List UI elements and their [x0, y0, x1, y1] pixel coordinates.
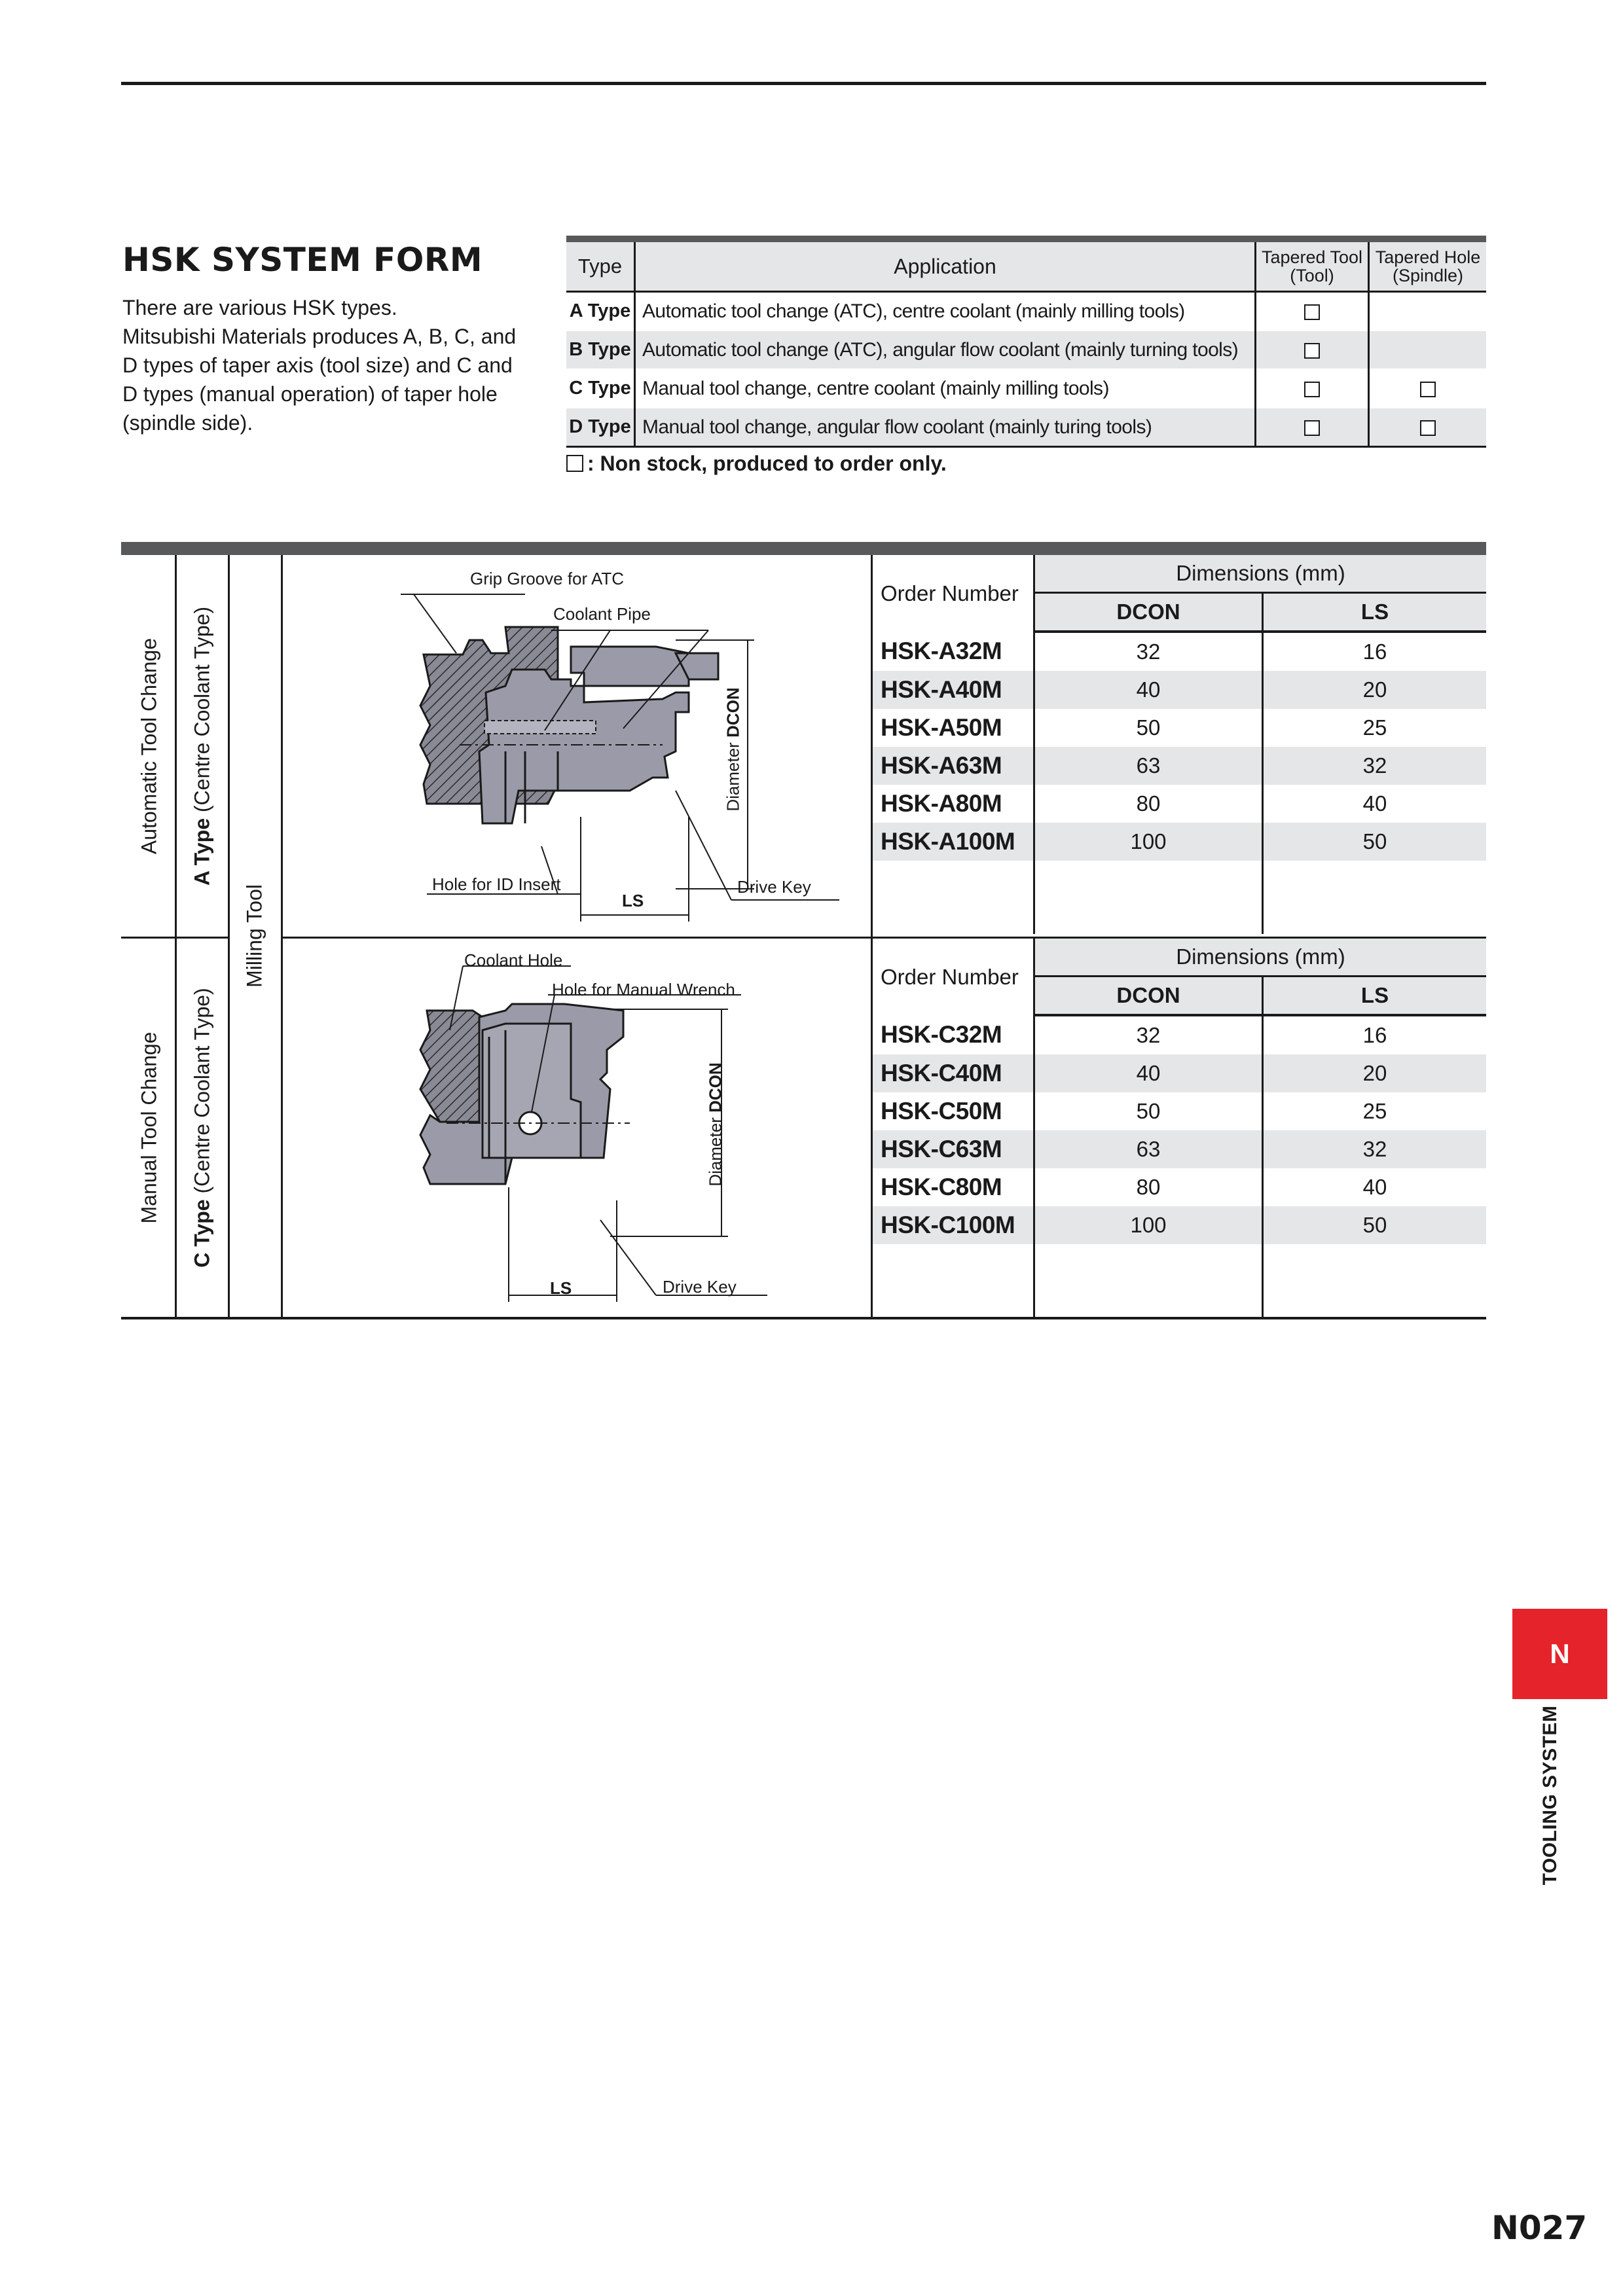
application-cell: Automatic tool change (ATC), centre coolant (mainly milling tools): [635, 292, 1256, 331]
dcon-cell: 32: [1034, 632, 1263, 671]
col-header-ls: LS: [1263, 977, 1487, 1016]
ls-cell: 40: [1362, 1175, 1387, 1199]
order-number-cell: HSK-A32M: [873, 632, 1034, 671]
empty-cell: [873, 861, 1034, 934]
ls-cell: 16: [1362, 639, 1387, 664]
empty-cell: [1034, 861, 1263, 934]
intro-paragraph: [122, 293, 541, 437]
tapered-tool-cell: [1256, 292, 1369, 331]
dcon-cell: 80: [1034, 1168, 1263, 1206]
table-row-empty: [873, 861, 1486, 934]
table-row: [873, 785, 1486, 823]
label-manual-tool-change: Manual Tool Change: [137, 1031, 161, 1224]
table-row: [873, 632, 1486, 671]
label-grip-groove: Grip Groove for ATC: [470, 569, 625, 588]
order-number-cell: HSK-C63M: [873, 1130, 1034, 1168]
checkbox-icon: [1304, 382, 1320, 397]
label-dcon: DCON: [723, 687, 743, 738]
intro-line: (spindle side).: [122, 411, 253, 435]
order-number-cell: HSK-A80M: [873, 785, 1034, 823]
ls-cell: 50: [1263, 1206, 1487, 1244]
type-cell: D Type: [566, 408, 635, 447]
col-header-tapered-tool: [1256, 239, 1369, 292]
dimensions-table-a: [873, 555, 1486, 934]
col-header-tapered-hole: [1369, 239, 1487, 292]
col-header-tapered-hole-line2: (Spindle): [1392, 266, 1464, 285]
dimensions-table-c: [873, 939, 1486, 1318]
label-milling-tool: Milling Tool: [242, 884, 266, 988]
tapered-hole-cell: [1369, 292, 1487, 331]
checkbox-icon: [1420, 420, 1436, 436]
leader-line: [600, 1220, 656, 1295]
order-number-header: Order Number: [873, 555, 1034, 632]
divider: [228, 555, 230, 1318]
section-tab-label: TOOLING SYSTEM: [1539, 1705, 1561, 1886]
ls-cell: 25: [1362, 1099, 1387, 1123]
empty-cell: [1263, 1244, 1487, 1318]
legend-text: : Non stock, produced to order only.: [587, 452, 947, 475]
dcon-cell: 100: [1034, 823, 1263, 861]
order-number-cell: HSK-C32M: [873, 1015, 1034, 1054]
table-row: [873, 671, 1486, 709]
checkbox-icon: [1304, 420, 1320, 436]
table-row: [873, 747, 1486, 785]
leader-line: [414, 594, 456, 653]
type-cell: A Type: [566, 292, 635, 331]
intro-line: There are various HSK types.: [122, 296, 397, 319]
empty-cell: [1034, 1244, 1263, 1318]
label-a-type-desc: (Centre Coolant Type): [190, 606, 214, 818]
dcon-cell: 50: [1034, 709, 1263, 747]
col-header-tapered-hole-line1: Tapered Hole: [1375, 247, 1481, 267]
table-row: [873, 1092, 1486, 1130]
order-number-cell: HSK-C80M: [873, 1168, 1034, 1206]
table-row: [873, 1130, 1486, 1168]
order-number-cell: HSK-C40M: [873, 1054, 1034, 1092]
label-a-type-name: A Type: [190, 818, 214, 886]
label-hole-manual-wrench: Hole for Manual Wrench: [552, 980, 735, 999]
ls-cell: 40: [1362, 791, 1387, 816]
table-row: [873, 1168, 1486, 1206]
empty-cell: [1263, 861, 1487, 934]
label-drive-key: Drive Key: [663, 1277, 737, 1297]
type-row: [566, 292, 1486, 331]
label-c-type-desc: (Centre Coolant Type): [190, 988, 214, 1200]
dcon-cell: 40: [1034, 1054, 1263, 1092]
checkbox-icon: [1304, 343, 1320, 359]
col-header-tapered-tool-line2: (Tool): [1290, 266, 1334, 285]
intro-line: D types (manual operation) of taper hole: [122, 382, 498, 406]
label-coolant-hole: Coolant Hole: [464, 950, 563, 970]
table-row: [873, 1015, 1486, 1054]
order-number-cell: HSK-A100M: [873, 823, 1034, 861]
intro-line: D types of taper axis (tool size) and C and: [122, 353, 513, 377]
tapered-hole-cell: [1369, 408, 1487, 447]
tapered-hole-cell: [1369, 331, 1487, 369]
label-drive-key: Drive Key: [737, 877, 811, 897]
dcon-cell: 50: [1034, 1092, 1263, 1130]
empty-cell: [873, 1244, 1034, 1318]
label-c-type-name: C Type: [190, 1199, 214, 1268]
tapered-tool-cell: [1256, 408, 1369, 447]
dcon-cell: 63: [1034, 1130, 1263, 1168]
label-ls: LS: [550, 1278, 572, 1298]
dimensions-header: Dimensions (mm): [1034, 939, 1487, 977]
type-row: [566, 331, 1486, 369]
table-row: [873, 1206, 1486, 1244]
page-number: N027: [1491, 2209, 1588, 2247]
dcon-cell: 32: [1034, 1015, 1263, 1054]
col-header-ls: LS: [1263, 593, 1487, 632]
label-c-type: [191, 988, 215, 1267]
top-rule: [121, 82, 1486, 85]
application-cell: Manual tool change, centre coolant (mainly milling tools): [635, 369, 1256, 408]
toolholder-body: [479, 647, 689, 823]
tapered-tool-cell: [1256, 369, 1369, 408]
tapered-tool-cell: [1256, 331, 1369, 369]
col-header-type: Type: [566, 239, 635, 292]
col-header-dcon: DCON: [1034, 593, 1263, 632]
ls-cell: 25: [1362, 715, 1387, 740]
application-cell: Manual tool change, angular flow coolant (mainly turing tools): [635, 408, 1256, 447]
label-dcon: DCON: [705, 1062, 725, 1113]
label-coolant-pipe: Coolant Pipe: [553, 604, 651, 624]
application-cell: Automatic tool change (ATC), angular flow coolant (mainly turning tools): [635, 331, 1256, 369]
checkbox-icon: [1304, 304, 1320, 320]
type-cell: B Type: [566, 331, 635, 369]
table-row-empty: [873, 1244, 1486, 1318]
type-row: [566, 408, 1486, 447]
ls-cell: 20: [1263, 671, 1487, 709]
main-table-top-bar: [121, 542, 1486, 555]
checkbox-icon: [566, 455, 583, 472]
table-row: [873, 823, 1486, 861]
section-divider: [121, 937, 228, 939]
label-diameter: Diameter: [723, 737, 743, 812]
dcon-cell: 80: [1034, 785, 1263, 823]
ls-cell: 50: [1263, 823, 1487, 861]
col-header-tapered-tool-line1: Tapered Tool: [1261, 247, 1363, 267]
order-number-header: Order Number: [873, 939, 1034, 1015]
section-tab[interactable]: N: [1512, 1609, 1607, 1699]
label-automatic-tool-change: Automatic Tool Change: [137, 637, 161, 855]
table-row: [873, 709, 1486, 747]
order-number-cell: HSK-A63M: [873, 747, 1034, 785]
checkbox-icon: [1420, 382, 1436, 397]
tapered-hole-cell: [1369, 369, 1487, 408]
ls-cell: 20: [1263, 1054, 1487, 1092]
table-row: [873, 1054, 1486, 1092]
label-ls: LS: [622, 891, 644, 910]
order-number-cell: HSK-C100M: [873, 1206, 1034, 1244]
label-diameter-dcon: [723, 687, 744, 811]
col-header-application: Application: [635, 239, 1256, 292]
ls-cell: 32: [1263, 1130, 1487, 1168]
legend: [566, 452, 947, 476]
dcon-cell: 100: [1034, 1206, 1263, 1244]
intro-line: Mitsubishi Materials produces A, B, C, and: [122, 325, 517, 348]
col-header-dcon: DCON: [1034, 977, 1263, 1016]
order-number-cell: HSK-C50M: [873, 1092, 1034, 1130]
type-cell: C Type: [566, 369, 635, 408]
ls-cell: 32: [1263, 747, 1487, 785]
dcon-cell: 40: [1034, 671, 1263, 709]
order-number-cell: HSK-A50M: [873, 709, 1034, 747]
dcon-cell: 63: [1034, 747, 1263, 785]
label-diameter: Diameter: [705, 1112, 725, 1187]
dimensions-header: Dimensions (mm): [1034, 555, 1487, 593]
inner-bore: [483, 1024, 581, 1158]
section-title: HSK SYSTEM FORM: [122, 241, 483, 279]
coolant-pipe: [484, 721, 596, 734]
label-diameter-dcon: [706, 1062, 726, 1186]
order-number-cell: HSK-A40M: [873, 671, 1034, 709]
label-hole-id-insert: Hole for ID Insert: [432, 874, 561, 894]
type-row: [566, 369, 1486, 408]
ls-cell: 16: [1362, 1023, 1387, 1047]
label-a-type: [191, 607, 215, 886]
hsk-type-table: [566, 236, 1486, 448]
